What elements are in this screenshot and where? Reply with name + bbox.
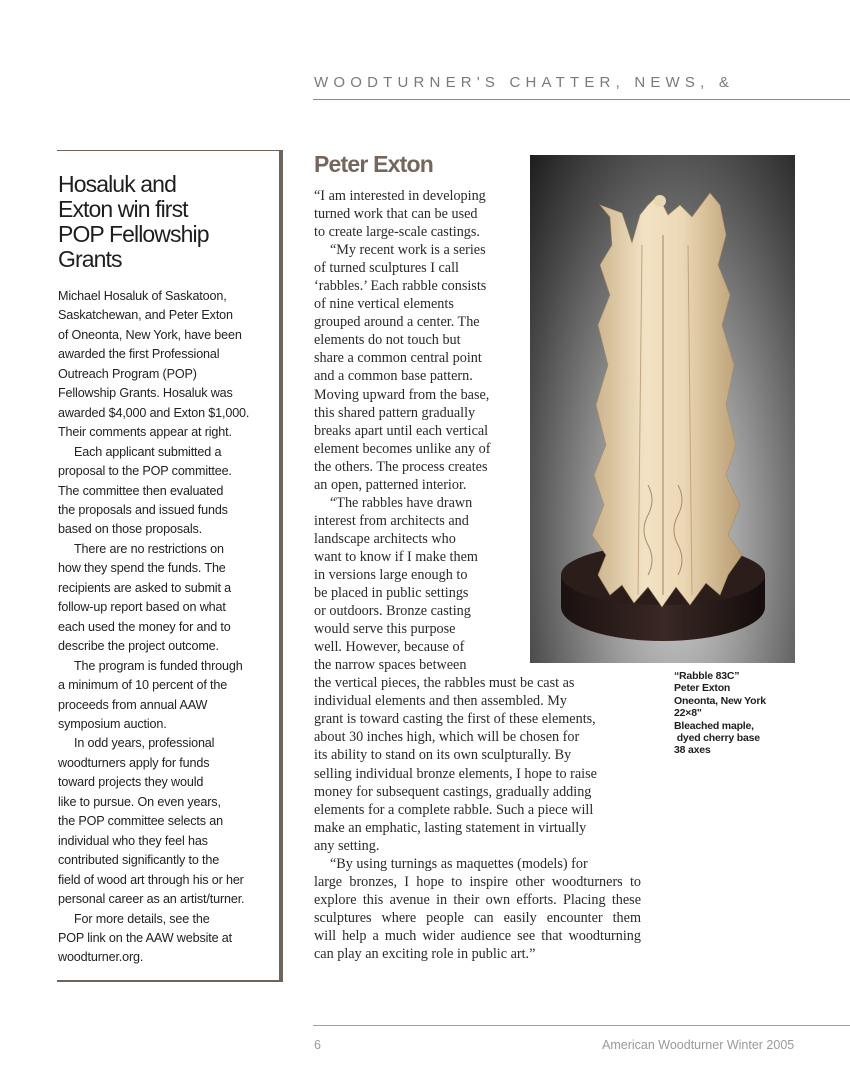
article-line: “The rabbles have drawn	[330, 494, 473, 511]
article-line: and a common base pattern.	[314, 368, 473, 385]
article-line: explore this avenue in their own efforts. Placing these	[314, 891, 641, 908]
article-line: the vertical pieces, the rabbles must be cast as	[314, 675, 575, 692]
article-line: about 30 inches high, which will be chosen for	[314, 729, 580, 746]
sidebar-title-line: Exton win first	[58, 196, 188, 222]
article-line: the others. The process creates	[314, 458, 488, 475]
article-line: turned work that can be used	[314, 206, 478, 223]
sculpture-illustration	[530, 155, 795, 663]
article-line: money for subsequent castings, gradually adding	[314, 783, 592, 800]
caption-materials: Bleached maple,	[674, 719, 754, 732]
article-line: grouped around a center. The	[314, 314, 480, 331]
sculpture-body	[592, 193, 742, 607]
sidebar-paragraph: Each applicant submitted a proposal to the POP committee. The committee then evaluated the proposals and issued funds based on those proposals.	[58, 444, 232, 537]
article-line: ‘rabbles.’ Each rabble consists	[314, 278, 487, 295]
running-head: WOODTURNER'S CHATTER, NEWS, &	[314, 74, 735, 91]
caption-materials-2: dyed cherry base	[674, 732, 760, 745]
article-line: large bronzes, I hope to inspire other woodturners to	[314, 873, 641, 890]
article-line: the narrow spaces between	[314, 657, 467, 674]
sidebar-paragraph: In odd years, professional woodturners apply for funds toward projects they would like to pursue. On even years, the POP committee selects an individual who they feel has contributed significantly to the field of wood art through his or her personal career as an artist/turner.	[58, 736, 245, 907]
article-line: elements do not touch but	[314, 332, 461, 349]
sidebar-paragraph: Michael Hosaluk of Saskatoon, Saskatchewan, and Peter Exton of Oneonta, New York, have been awarded the first Professional Outreach Program (POP) Fellowship Grants. Hosaluk was awarded $4,000 and Exton $1,000. Their comments appear at right.	[58, 289, 250, 440]
article-line: breaks apart until each vertical	[314, 422, 489, 439]
article-line: “My recent work is a series	[330, 242, 486, 259]
article-line: interest from architects and	[314, 512, 469, 529]
article-line: in versions large enough to	[314, 566, 468, 583]
sidebar-paragraph: The program is funded through a minimum of 10 percent of the proceeds from annual AAW symposium auction.	[58, 658, 243, 731]
article-line: selling individual bronze elements, I hope to raise	[314, 765, 597, 782]
article-line: elements for a complete rabble. Such a piece will	[314, 801, 594, 818]
sidebar-body	[58, 287, 272, 968]
header-rule	[313, 99, 850, 100]
article-line: grant is toward casting the first of these elements,	[314, 711, 596, 728]
article-line: share a common central point	[314, 350, 482, 367]
article-line: “By using turnings as maquettes (models) for	[330, 855, 588, 872]
article-line: individual elements and then assembled. My	[314, 693, 567, 710]
sidebar-title-line: Grants	[58, 246, 122, 272]
sidebar-title-line: Hosaluk and	[58, 171, 176, 197]
article-line: of nine vertical elements	[314, 296, 454, 313]
article-line: make an emphatic, lasting statement in virtually	[314, 819, 587, 836]
article-line: any setting.	[314, 837, 380, 854]
sidebar-title	[58, 172, 278, 272]
article-line: an open, patterned interior.	[314, 476, 467, 493]
article-line: element becomes unlike any of	[314, 440, 491, 457]
article-line: this shared pattern gradually	[314, 404, 476, 421]
sidebar-title-line: POP Fellowship	[58, 221, 209, 247]
article-line: will help a much wider audience see that woodturning	[314, 927, 641, 944]
sculpture-finial	[654, 195, 666, 207]
caption-note: 38 axes	[674, 744, 711, 757]
footer-folio: American Woodturner Winter 2005	[602, 1038, 795, 1052]
article-line: well. However, because of	[314, 639, 465, 656]
sidebar-paragraph: For more details, see the POP link on the AAW website at woodturner.org.	[58, 911, 233, 965]
sculpture-photo	[530, 155, 795, 663]
article-line: sculptures where people can easily encounter them	[314, 909, 641, 926]
sidebar-paragraph: There are no restrictions on how they spend the funds. The recipients are asked to submit a follow-up report based on what each used the money for and to describe the project outcome.	[58, 541, 232, 654]
article-line: to create large-scale castings.	[314, 224, 480, 241]
article-line: can play an exciting role in public art.”	[314, 945, 536, 962]
article-line: want to know if I make them	[314, 548, 478, 565]
article-line: be placed in public settings	[314, 585, 469, 602]
caption-title: “Rabble 83C”	[674, 670, 740, 682]
caption-location: Oneonta, New York	[674, 694, 766, 707]
article-line: would serve this purpose	[314, 621, 456, 638]
article-line: of turned sculptures I call	[314, 260, 459, 277]
article-line: landscape architects who	[314, 530, 456, 547]
page-number: 6	[314, 1038, 321, 1052]
photo-caption	[674, 670, 834, 757]
footer-rule	[313, 1025, 850, 1026]
article-line: or outdoors. Bronze casting	[314, 603, 471, 620]
article-line: its ability to stand on its own sculpturally. By	[314, 747, 572, 764]
article-line: Moving upward from the base,	[314, 386, 490, 403]
caption-dimensions: 22×8"	[674, 707, 702, 720]
caption-artist: Peter Exton	[674, 682, 731, 695]
article-line: “I am interested in developing	[314, 188, 486, 204]
article-title: Peter Exton	[314, 151, 434, 177]
